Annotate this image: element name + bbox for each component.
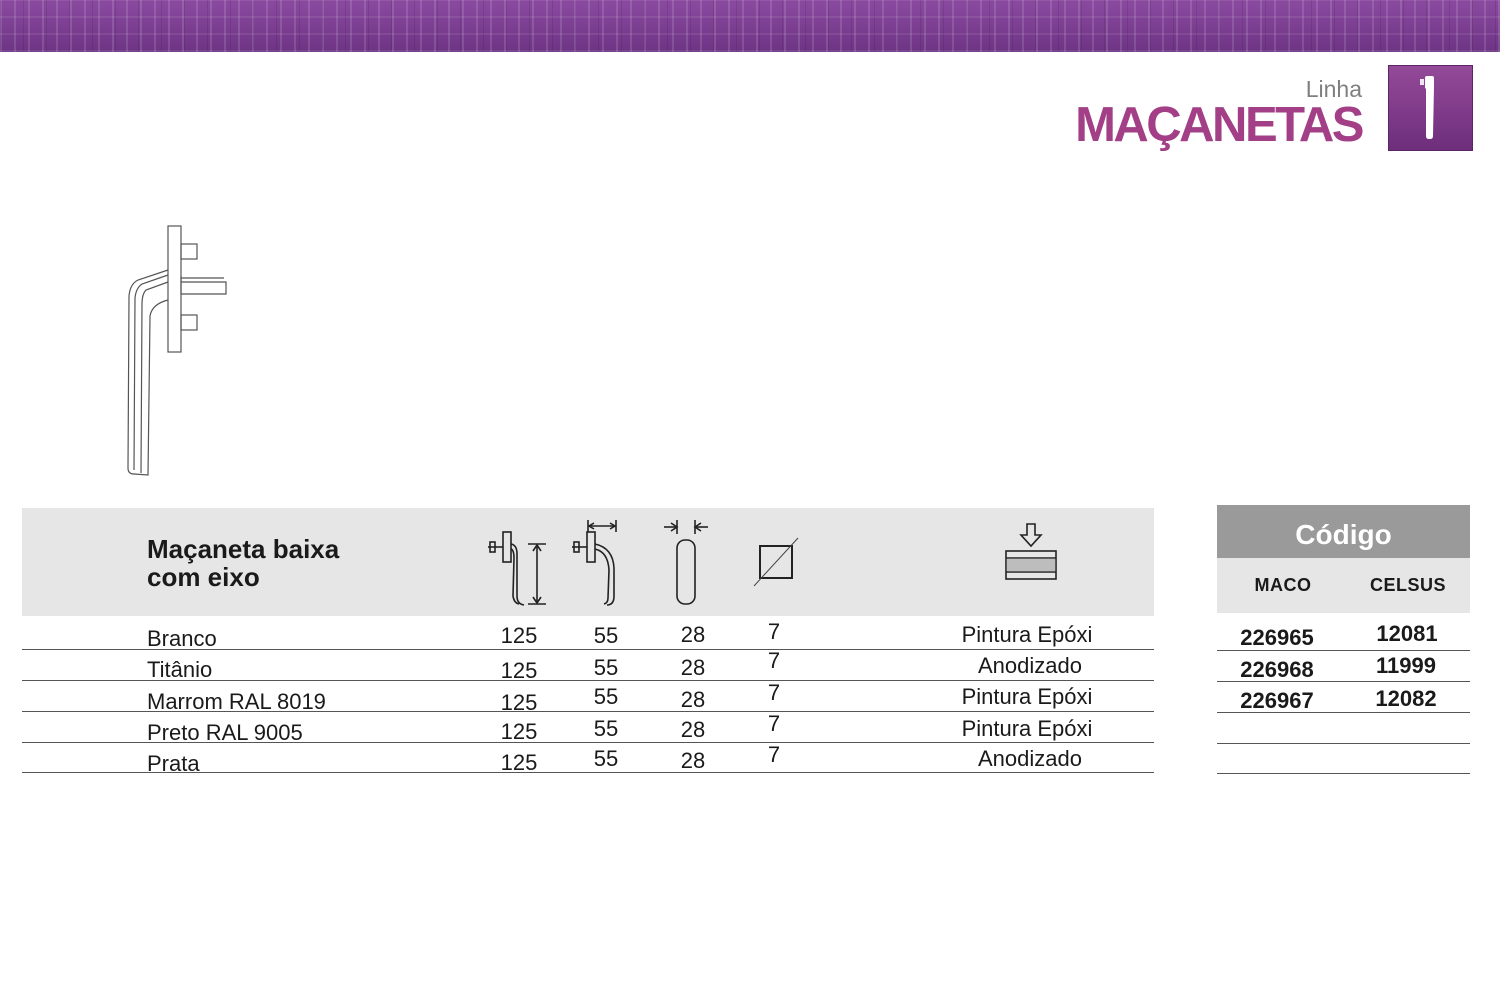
code-row-divider (1217, 773, 1470, 774)
product-name (147, 535, 427, 591)
dimension-a-cell: 125 (500, 719, 538, 744)
color-cell: Marrom RAL 8019 (147, 689, 326, 714)
dimension-a-cell: 125 (500, 750, 538, 775)
dimension-d-cell: 7 (767, 742, 781, 767)
handle-projection-icon (568, 518, 626, 610)
color-cell: Prata (147, 751, 200, 776)
product-name-line-1: Maçaneta baixa (147, 534, 340, 564)
dimension-d-cell: 7 (767, 648, 781, 673)
maco-code: 226968 (1240, 657, 1314, 682)
celsus-column-header: CELSUS (1369, 575, 1446, 595)
celsus-code: 12082 (1375, 686, 1437, 711)
dimension-a-cell: 125 (500, 690, 538, 715)
finish-cell: Anodizado (978, 746, 1082, 771)
dimension-d-cell: 7 (767, 711, 781, 736)
dimension-d-cell: 7 (767, 619, 781, 644)
product-drawing (110, 218, 250, 488)
color-cell: Preto RAL 9005 (147, 720, 303, 745)
color-cell: Titânio (147, 657, 213, 682)
dimension-b-cell: 55 (593, 623, 619, 648)
celsus-code: 11999 (1376, 653, 1436, 678)
handle-logo-tile (1388, 65, 1473, 151)
dimension-c-cell: 28 (680, 687, 706, 712)
dimension-c-cell: 28 (680, 655, 706, 680)
square-spindle-icon (748, 518, 804, 610)
dimension-b-cell: 55 (593, 716, 619, 741)
dimension-b-cell: 55 (593, 746, 619, 771)
finish-cell: Pintura Epóxi (961, 716, 1093, 741)
decorative-top-band (0, 0, 1500, 52)
dimension-c-cell: 28 (680, 717, 706, 742)
code-table-title: Código (1217, 505, 1470, 558)
handle-side-view-icon (110, 218, 250, 488)
handle-width-icon (660, 518, 716, 610)
dimension-c-cell: 28 (680, 622, 706, 647)
color-cell: Branco (147, 626, 217, 651)
code-row-divider (1217, 743, 1470, 744)
dimension-a-cell: 125 (500, 623, 538, 648)
maco-column-header: MACO (1254, 575, 1312, 595)
product-name-line-2: com eixo (147, 562, 260, 592)
celsus-code: 12081 (1376, 621, 1438, 646)
finish-cell: Pintura Epóxi (961, 684, 1093, 709)
finish-cell: Anodizado (978, 653, 1082, 678)
dimension-d-cell: 7 (767, 680, 781, 705)
brand-title: MAÇANETAS (1075, 98, 1362, 152)
handle-height-icon (484, 518, 554, 610)
dimension-b-cell: 55 (593, 655, 619, 680)
dimension-b-cell: 55 (593, 684, 619, 709)
maco-code: 226967 (1240, 688, 1314, 713)
brand-subtitle: Linha (1305, 76, 1362, 102)
finish-cell: Pintura Epóxi (961, 622, 1093, 647)
maco-code: 226965 (1240, 625, 1314, 650)
finish-icon (1000, 518, 1062, 610)
handle-logo-icon (1389, 66, 1472, 150)
dimension-a-cell: 125 (500, 658, 538, 683)
dimension-c-cell: 28 (680, 748, 706, 773)
